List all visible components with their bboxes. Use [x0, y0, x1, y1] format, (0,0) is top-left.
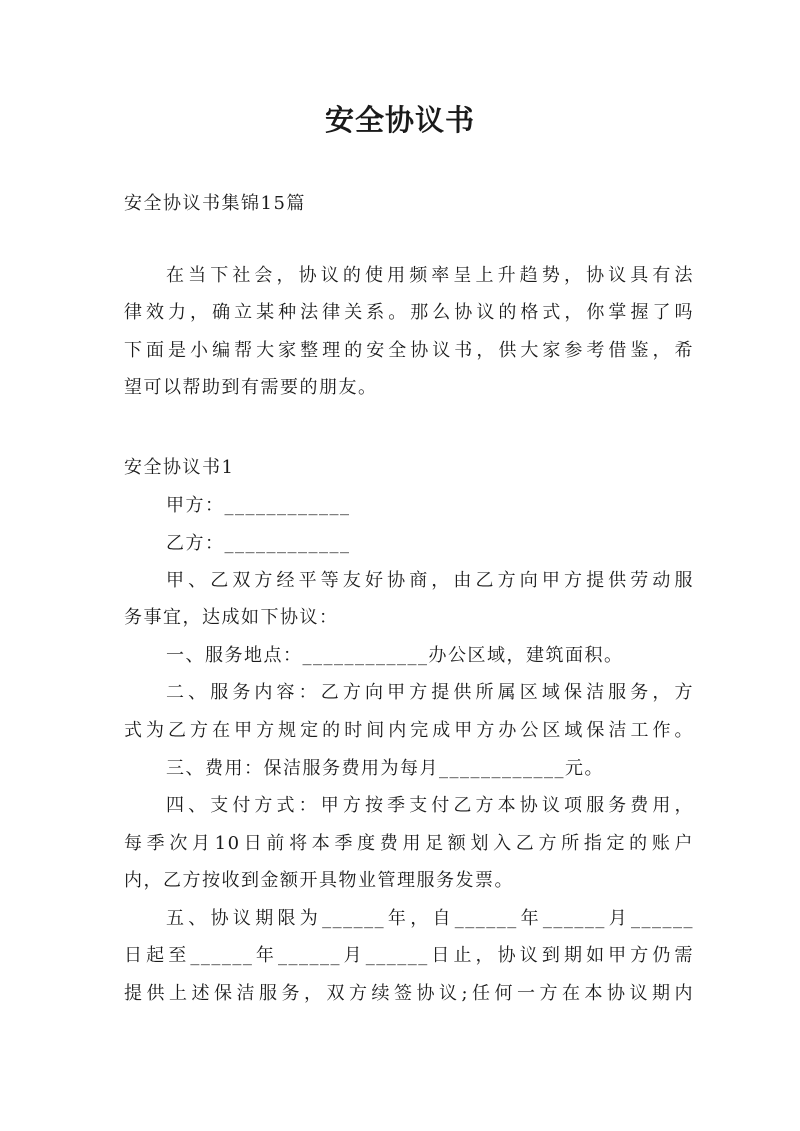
clause-3-line: 三、费用：保洁服务费用为每月____________元。: [166, 758, 604, 779]
body-line: 内，乙方按收到金额开具物业管理服务发票。: [124, 870, 514, 891]
body-line: 提供上述保洁服务，双方续签协议;任何一方在本协议期内: [124, 983, 694, 1004]
party-b-line: 乙方：____________: [166, 533, 351, 554]
intro-line: 在当下社会，协议的使用频率呈上升趋势，协议具有法: [166, 265, 694, 286]
document-title: 安全协议书: [324, 103, 475, 137]
document-subtitle: 安全协议书集锦15篇: [124, 193, 306, 214]
intro-line: 望可以帮助到有需要的朋友。: [124, 377, 378, 398]
party-a-line: 甲方：____________: [166, 495, 351, 516]
clause-4-line: 四、支付方式：甲方按季支付乙方本协议项服务费用，: [166, 795, 694, 816]
body-line: 每季次月10日前将本季度费用足额划入乙方所指定的账户: [124, 833, 694, 854]
body-line: 务事宜，达成如下协议：: [124, 607, 339, 628]
intro-line: 律效力，确立某种法律关系。那么协议的格式，你掌握了吗: [124, 302, 694, 323]
clause-2-line: 二、服务内容：乙方向甲方提供所属区域保洁服务，方: [166, 682, 694, 703]
body-line: 日起至______年______月______日止，协议到期如甲方仍需: [124, 945, 694, 966]
section-heading: 安全协议书1: [124, 457, 235, 478]
body-line: 式为乙方在甲方规定的时间内完成甲方办公区域保洁工作。: [124, 720, 694, 741]
clause-5-line: 五、协议期限为______年，自______年______月______: [166, 908, 694, 929]
clause-1-line: 一、服务地点：____________办公区域，建筑面积。: [166, 645, 624, 666]
intro-line: 下面是小编帮大家整理的安全协议书，供大家参考借鉴，希: [124, 340, 694, 361]
body-line: 甲、乙双方经平等友好协商，由乙方向甲方提供劳动服: [166, 570, 694, 591]
